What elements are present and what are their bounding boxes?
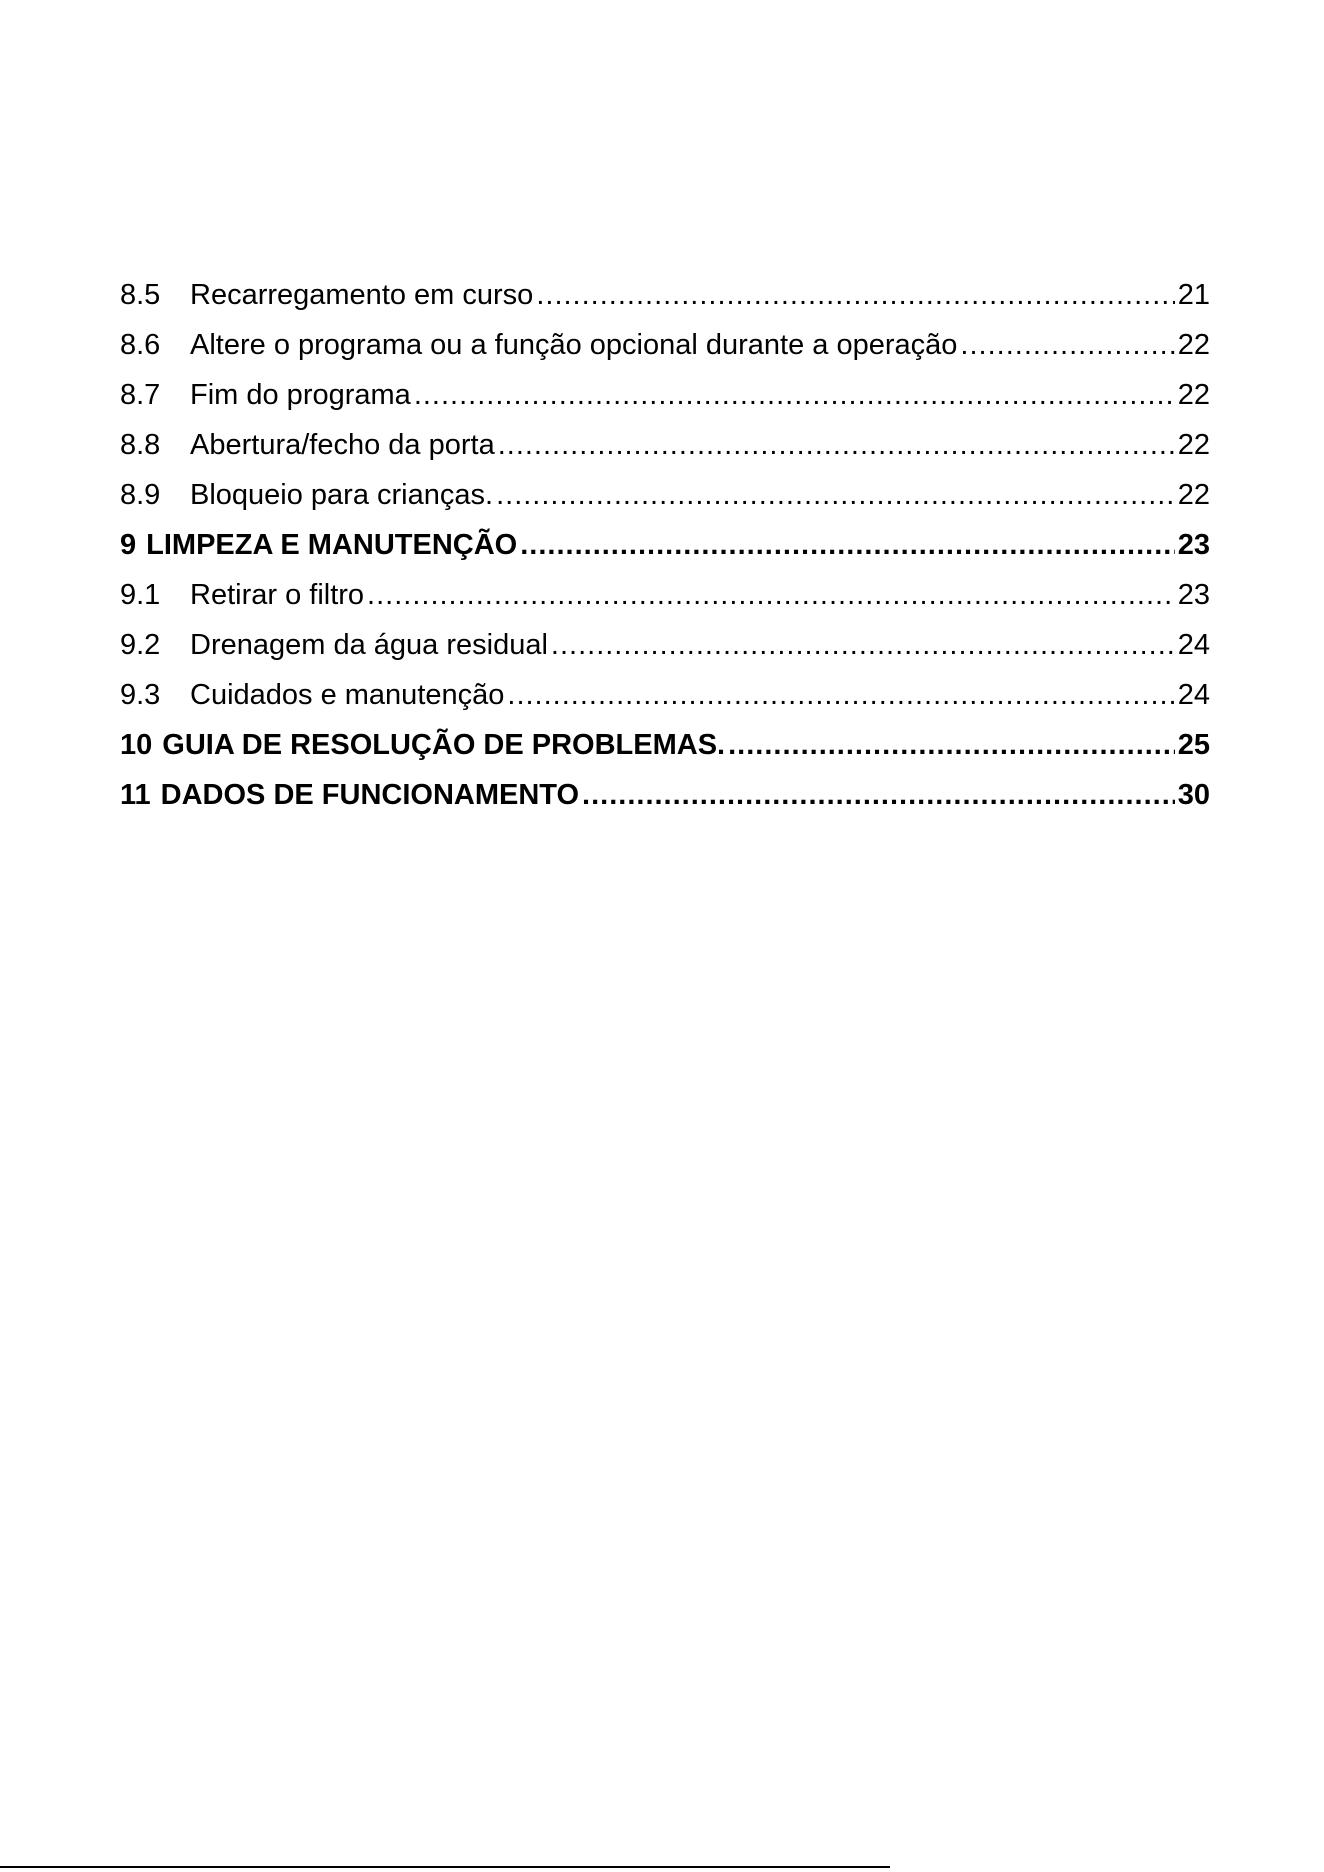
toc-entry-9-1[interactable] <box>120 570 1210 620</box>
toc-entry-title: Retirar o filtro <box>190 579 365 611</box>
toc-entry-page: 22 <box>1177 329 1210 361</box>
dot-leader <box>367 570 1175 620</box>
toc-entry-number: 8.7 <box>120 379 161 411</box>
toc-entry-number: 8.9 <box>120 479 161 511</box>
dot-leader <box>551 620 1175 670</box>
dot-leader <box>536 270 1174 320</box>
toc-entry-number: 9 <box>120 529 137 561</box>
dot-leader <box>496 470 1175 520</box>
toc-entry-page: 22 <box>1177 429 1210 461</box>
toc-entry-11[interactable] <box>120 770 1210 820</box>
toc-entry-page: 30 <box>1177 779 1210 811</box>
toc-entry-number: 11 <box>120 779 151 811</box>
toc-entry-number: 8.5 <box>120 279 161 311</box>
toc-entry-number: 9.1 <box>120 579 161 611</box>
dot-leader <box>960 320 1174 370</box>
dot-leader <box>414 370 1175 420</box>
toc-entry-8-8[interactable] <box>120 420 1210 470</box>
toc-entry-number: 10 <box>120 729 153 761</box>
toc-entry-number: 8.8 <box>120 429 161 461</box>
dot-leader <box>582 770 1175 820</box>
toc-entry-8-9[interactable] <box>120 470 1210 520</box>
toc-entry-title: DADOS DE FUNCIONAMENTO <box>160 779 580 811</box>
dot-leader <box>498 420 1175 470</box>
toc-entry-title: Altere o programa ou a função opcional durante a operação <box>190 329 958 361</box>
toc-entry-page: 23 <box>1177 529 1210 561</box>
toc-entry-title: Drenagem da água residual <box>190 629 548 661</box>
toc-entry-title: GUIA DE RESOLUÇÃO DE PROBLEMAS. <box>162 729 726 761</box>
toc-entry-8-6[interactable] <box>120 320 1210 370</box>
dot-leader <box>728 720 1175 770</box>
table-of-contents <box>120 270 1210 820</box>
toc-entry-number: 9.2 <box>120 629 161 661</box>
footer-rule <box>0 1866 890 1868</box>
toc-entry-page: 23 <box>1177 579 1210 611</box>
dot-leader <box>507 670 1174 720</box>
toc-entry-page: 24 <box>1177 679 1210 711</box>
toc-entry-title: Bloqueio para crianças. <box>190 479 494 511</box>
toc-entry-page: 25 <box>1177 729 1210 761</box>
dot-leader <box>520 520 1175 570</box>
toc-entry-8-5[interactable] <box>120 270 1210 320</box>
toc-entry-title: Cuidados e manutenção <box>190 679 505 711</box>
toc-entry-10[interactable] <box>120 720 1210 770</box>
toc-entry-title: Abertura/fecho da porta <box>190 429 495 461</box>
toc-entry-page: 21 <box>1177 279 1210 311</box>
toc-entry-page: 22 <box>1177 479 1210 511</box>
toc-entry-page: 24 <box>1177 629 1210 661</box>
toc-entry-title: Fim do programa <box>190 379 411 411</box>
toc-entry-title: Recarregamento em curso <box>190 279 534 311</box>
toc-entry-9-2[interactable] <box>120 620 1210 670</box>
toc-entry-number: 8.6 <box>120 329 161 361</box>
toc-entry-9[interactable] <box>120 520 1210 570</box>
toc-entry-page: 22 <box>1177 379 1210 411</box>
toc-entry-8-7[interactable] <box>120 370 1210 420</box>
toc-entry-title: LIMPEZA E MANUTENÇÃO <box>146 529 518 561</box>
toc-entry-number: 9.3 <box>120 679 161 711</box>
toc-entry-9-3[interactable] <box>120 670 1210 720</box>
